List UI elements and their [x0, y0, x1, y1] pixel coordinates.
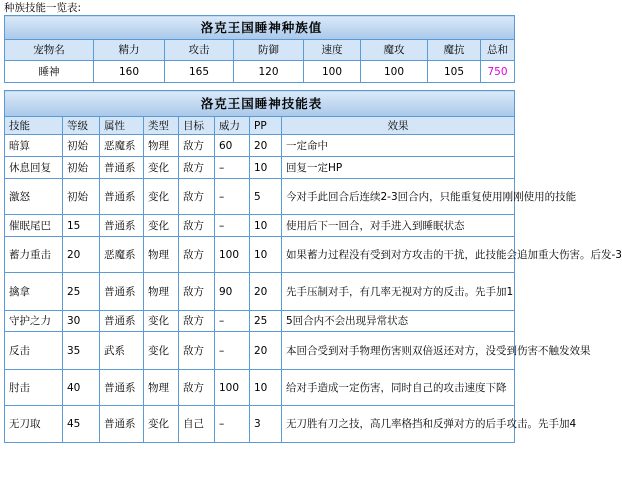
skill-row	[5, 370, 515, 406]
skill-name: 无刀取	[5, 406, 63, 443]
skill-name: 休息回复	[5, 157, 63, 179]
skill-header: 威力	[215, 117, 250, 135]
skill-row	[5, 273, 515, 311]
skill-element: 普通系	[100, 311, 144, 332]
stats-header: 魔攻	[361, 40, 428, 61]
skill-pp: 10	[250, 157, 282, 179]
skill-type: 物理	[144, 370, 179, 406]
skill-type: 变化	[144, 215, 179, 237]
skill-header: 目标	[179, 117, 215, 135]
stat-value: 100	[361, 61, 428, 83]
skill-power: –	[215, 157, 250, 179]
stat-value: 105	[428, 61, 481, 83]
skill-row	[5, 157, 515, 179]
stats-header: 总和	[481, 40, 515, 61]
skill-type: 物理	[144, 135, 179, 157]
skill-pp: 3	[250, 406, 282, 443]
skill-power: 100	[215, 237, 250, 273]
skill-pp: 10	[250, 370, 282, 406]
skill-power: –	[215, 332, 250, 370]
stat-total: 750	[481, 61, 515, 83]
skill-power: –	[215, 215, 250, 237]
skill-pp: 5	[250, 179, 282, 215]
skill-type: 变化	[144, 311, 179, 332]
skill-target: 敌方	[179, 311, 215, 332]
skill-level: 初始	[63, 135, 100, 157]
skill-row	[5, 406, 515, 443]
page-caption: 种族技能一览表:	[4, 2, 82, 14]
skill-header: 属性	[100, 117, 144, 135]
race-value-title: 洛克王国睡神种族值	[5, 16, 515, 40]
skill-effect: 本回合受到对手物理伤害则双倍返还对方，没受到伤害不触发效果	[282, 332, 515, 370]
skill-element: 普通系	[100, 215, 144, 237]
stats-header: 魔抗	[428, 40, 481, 61]
skill-effect: 给对手造成一定伤害，同时自己的攻击速度下降	[282, 370, 515, 406]
skill-effect: 今对手此回合后连续2-3回合内，只能重复使用刚刚使用的技能	[282, 179, 515, 215]
skill-type: 变化	[144, 332, 179, 370]
skill-pp: 10	[250, 215, 282, 237]
skill-target: 敌方	[179, 370, 215, 406]
skill-header: 效果	[282, 117, 515, 135]
skill-level: 初始	[63, 179, 100, 215]
skill-target: 敌方	[179, 215, 215, 237]
skill-header: PP	[250, 117, 282, 135]
skill-name: 催眠尾巴	[5, 215, 63, 237]
skill-power: 90	[215, 273, 250, 311]
skill-row	[5, 332, 515, 370]
skill-level: 45	[63, 406, 100, 443]
skill-level: 40	[63, 370, 100, 406]
skill-name: 肘击	[5, 370, 63, 406]
skill-level: 30	[63, 311, 100, 332]
skill-level: 15	[63, 215, 100, 237]
skill-element: 恶魔系	[100, 135, 144, 157]
skill-element: 恶魔系	[100, 237, 144, 273]
skill-element: 普通系	[100, 406, 144, 443]
stat-value: 165	[165, 61, 234, 83]
skill-name: 激怒	[5, 179, 63, 215]
skill-power: –	[215, 179, 250, 215]
skill-target: 敌方	[179, 332, 215, 370]
skill-type: 变化	[144, 157, 179, 179]
stats-header: 防御	[234, 40, 304, 61]
skill-name: 反击	[5, 332, 63, 370]
skill-header: 类型	[144, 117, 179, 135]
skill-element: 武系	[100, 332, 144, 370]
stats-header: 宠物名	[5, 40, 94, 61]
skill-type: 变化	[144, 179, 179, 215]
skill-name: 蓄力重击	[5, 237, 63, 273]
stats-header: 攻击	[165, 40, 234, 61]
pet-name: 睡神	[5, 61, 94, 83]
stat-value: 160	[94, 61, 165, 83]
skill-name: 擒拿	[5, 273, 63, 311]
skill-row	[5, 135, 515, 157]
skill-element: 普通系	[100, 157, 144, 179]
skill-effect: 先手压制对手，有几率无视对方的反击。先手加1	[282, 273, 515, 311]
skill-type: 物理	[144, 237, 179, 273]
skill-target: 敌方	[179, 135, 215, 157]
skill-table-title: 洛克王国睡神技能表	[5, 91, 515, 117]
skill-power: 100	[215, 370, 250, 406]
stat-value: 120	[234, 61, 304, 83]
stat-value: 100	[304, 61, 361, 83]
skill-name: 暗算	[5, 135, 63, 157]
skill-level: 初始	[63, 157, 100, 179]
stats-header: 速度	[304, 40, 361, 61]
skill-row	[5, 179, 515, 215]
skill-pp: 10	[250, 237, 282, 273]
skill-effect: 如果蓄力过程没有受到对方攻击的干扰，此技能会追加重大伤害。后发-3	[282, 237, 515, 273]
skill-effect: 5回合内不会出现异常状态	[282, 311, 515, 332]
skill-type: 物理	[144, 273, 179, 311]
stats-header: 精力	[94, 40, 165, 61]
skill-level: 20	[63, 237, 100, 273]
skill-element: 普通系	[100, 179, 144, 215]
skill-element: 普通系	[100, 273, 144, 311]
skill-header: 等级	[63, 117, 100, 135]
skill-pp: 20	[250, 273, 282, 311]
skill-level: 25	[63, 273, 100, 311]
skill-target: 敌方	[179, 157, 215, 179]
skill-effect: 一定命中	[282, 135, 515, 157]
skill-target: 敌方	[179, 273, 215, 311]
skill-row	[5, 237, 515, 273]
skill-pp: 20	[250, 332, 282, 370]
skill-table	[4, 90, 622, 443]
skill-element: 普通系	[100, 370, 144, 406]
skill-effect: 无刀胜有刀之技，高几率格挡和反弹对方的后手攻击。先手加4	[282, 406, 515, 443]
skill-row	[5, 215, 515, 237]
skill-target: 敌方	[179, 237, 215, 273]
skill-level: 35	[63, 332, 100, 370]
skill-power: –	[215, 406, 250, 443]
skill-power: –	[215, 311, 250, 332]
skill-effect: 使用后下一回合，对手进入到睡眠状态	[282, 215, 515, 237]
skill-type: 变化	[144, 406, 179, 443]
race-value-table	[4, 15, 515, 83]
skill-name: 守护之力	[5, 311, 63, 332]
skill-target: 自己	[179, 406, 215, 443]
skill-pp: 20	[250, 135, 282, 157]
skill-pp: 25	[250, 311, 282, 332]
skill-effect: 回复一定HP	[282, 157, 515, 179]
skill-power: 60	[215, 135, 250, 157]
skill-row	[5, 311, 515, 332]
skill-header: 技能	[5, 117, 63, 135]
skill-target: 敌方	[179, 179, 215, 215]
